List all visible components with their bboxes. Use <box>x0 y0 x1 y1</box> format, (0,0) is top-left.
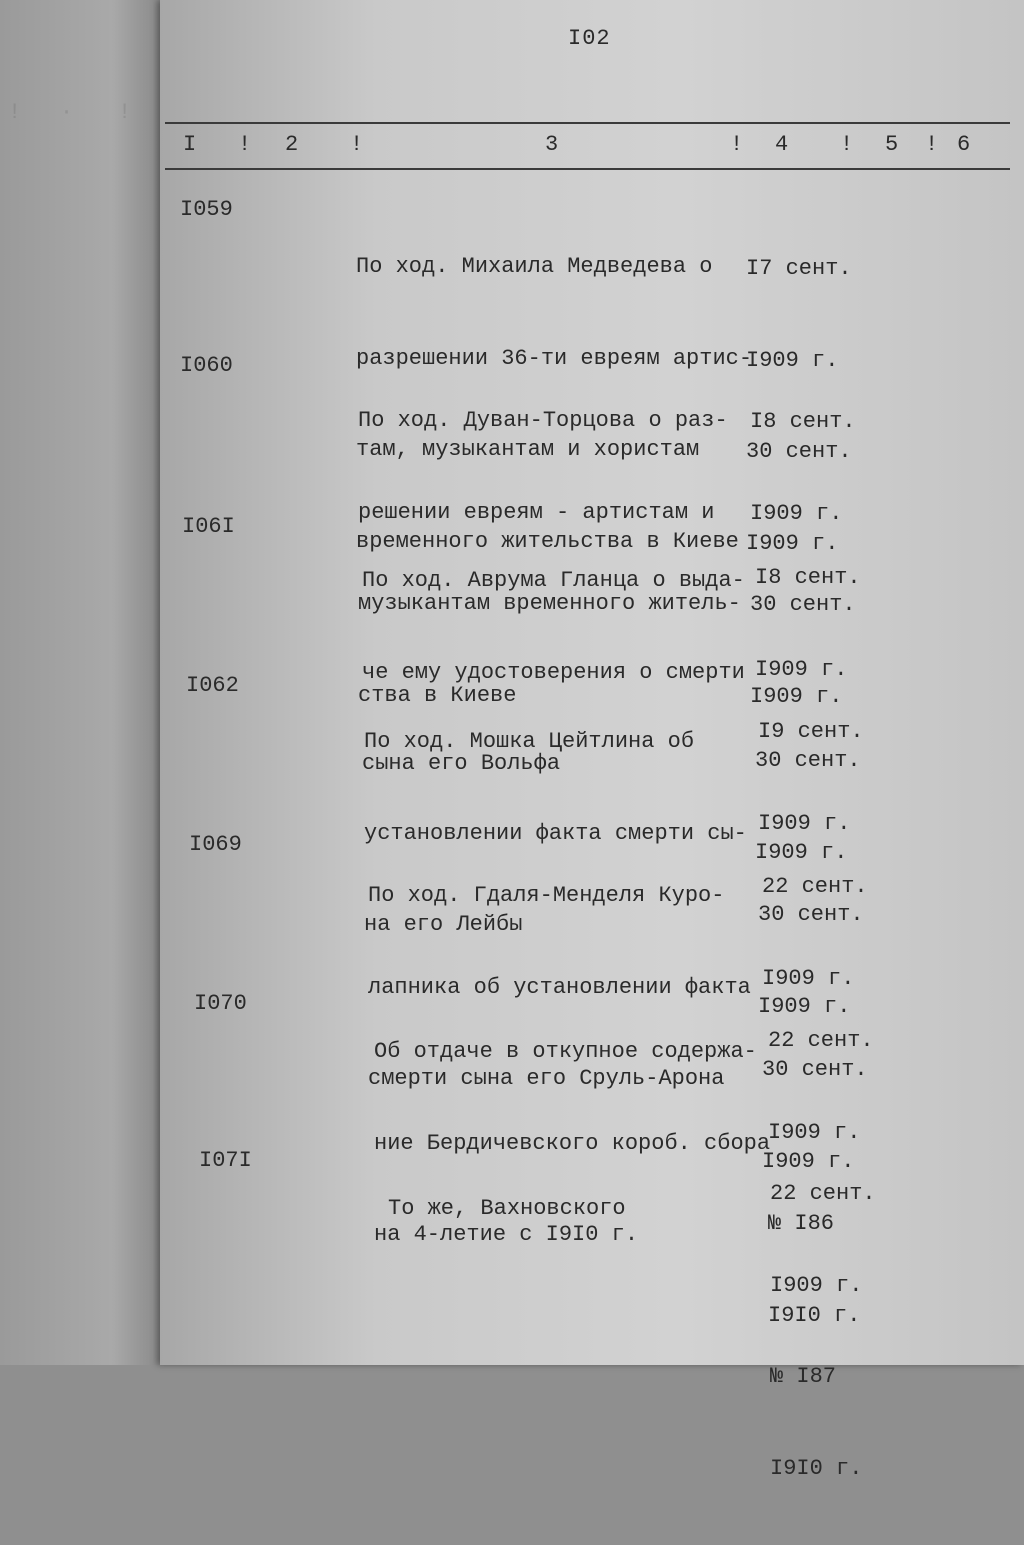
bleed-through-mark: ! <box>118 100 132 125</box>
left-page-edge <box>0 0 160 1365</box>
column-header: 3 <box>545 132 559 157</box>
date-line: I9 сент. <box>758 719 864 744</box>
description-line: разрешении 36-ти евреям артис- <box>356 345 753 371</box>
column-separator: ! <box>730 132 744 157</box>
date-line: I9I0 г. <box>770 1455 863 1481</box>
date-line: I909 г. <box>762 1148 855 1174</box>
description-line: По ход. Мошка Цейтлина об <box>364 729 695 754</box>
column-header: 5 <box>885 132 899 157</box>
column-separator: ! <box>925 132 939 157</box>
column-header: 6 <box>957 132 971 157</box>
description-line: Об отдаче в откупное содержа- <box>374 1039 757 1064</box>
entry-number: I062 <box>186 673 239 698</box>
date-line: I8 сент. <box>750 409 856 434</box>
description-line: По ход. Гдаля-Менделя Куро- <box>368 883 725 908</box>
date-line: I909 г. <box>770 1272 863 1298</box>
entry-number: I060 <box>180 353 233 378</box>
description-line: там, музыкантам и хористам <box>356 437 700 462</box>
bleed-through-mark: · <box>60 100 74 125</box>
page-number: I02 <box>568 26 611 51</box>
date-line: № I87 <box>770 1364 837 1389</box>
entry-number: I07I <box>199 1148 252 1173</box>
date-line: I909 г. <box>758 993 851 1019</box>
column-header: I <box>183 132 197 157</box>
description-line: музыкантам временного житель- <box>358 591 741 616</box>
description-line: решении евреям - артистам и <box>358 499 715 525</box>
header-rule-top <box>165 122 1010 124</box>
date-line: 22 сент. <box>768 1028 874 1053</box>
date-line: I909 г. <box>762 965 855 991</box>
description-line: По ход. Дуван-Торцова о раз- <box>358 408 728 433</box>
column-separator: ! <box>350 132 364 157</box>
description-line: По ход. Аврума Гланца о выда- <box>362 568 745 593</box>
date-line: I909 г. <box>755 839 848 865</box>
date-line: 30 сент. <box>762 1057 868 1082</box>
entry-number: I069 <box>189 832 242 857</box>
date-line: I909 г. <box>758 810 851 836</box>
description-line: По ход. Михаила Медведева о <box>356 254 713 279</box>
description-line: на его Лейбы <box>364 912 523 937</box>
description-line: ние Бердичевского короб. сбора <box>374 1130 771 1156</box>
column-separator: ! <box>238 132 252 157</box>
date-line: I909 г. <box>746 347 839 373</box>
description-line: на 4-летие с I9I0 г. <box>374 1222 639 1247</box>
date-line: I9I0 г. <box>768 1302 861 1328</box>
date-line: № I86 <box>768 1211 835 1236</box>
entry-description <box>388 1133 788 1286</box>
description-line: ства в Киеве <box>358 682 517 708</box>
description-line: То же, Вахновского <box>388 1196 626 1221</box>
date-line: I909 г. <box>746 530 839 556</box>
date-line: 30 сент. <box>758 902 864 927</box>
date-line: 22 сент. <box>770 1181 876 1206</box>
header-rule-bottom <box>165 168 1010 170</box>
description-line: смерти сына его Сруль-Арона <box>368 1066 725 1091</box>
date-line: I909 г. <box>768 1119 861 1145</box>
date-line: 30 сент. <box>755 748 861 773</box>
date-line: 22 сент. <box>762 874 868 899</box>
column-separator: ! <box>840 132 854 157</box>
entry-number: I070 <box>194 991 247 1016</box>
column-header: 2 <box>285 132 299 157</box>
date-line: I8 сент. <box>755 565 861 590</box>
date-line: 30 сент. <box>750 592 856 617</box>
date-line: I7 сент. <box>746 256 852 281</box>
entry-dates <box>770 1118 890 1545</box>
description-line: че ему удостоверения о смерти <box>362 659 745 685</box>
date-line: 30 сент. <box>746 439 852 464</box>
description-line: установлении факта смерти сы- <box>364 820 747 846</box>
description-line: сына его Вольфа <box>362 751 561 776</box>
entry-number: I059 <box>180 197 233 222</box>
column-header: 4 <box>775 132 789 157</box>
date-line: I909 г. <box>750 683 843 709</box>
date-line: I909 г. <box>755 656 848 682</box>
entry-number: I06I <box>182 514 235 539</box>
description-line: временного жительства в Киеве <box>356 528 739 554</box>
date-line: I909 г. <box>750 500 843 526</box>
description-line: лапника об установлении факта <box>368 974 751 1000</box>
bleed-through-mark: ! <box>8 100 22 125</box>
